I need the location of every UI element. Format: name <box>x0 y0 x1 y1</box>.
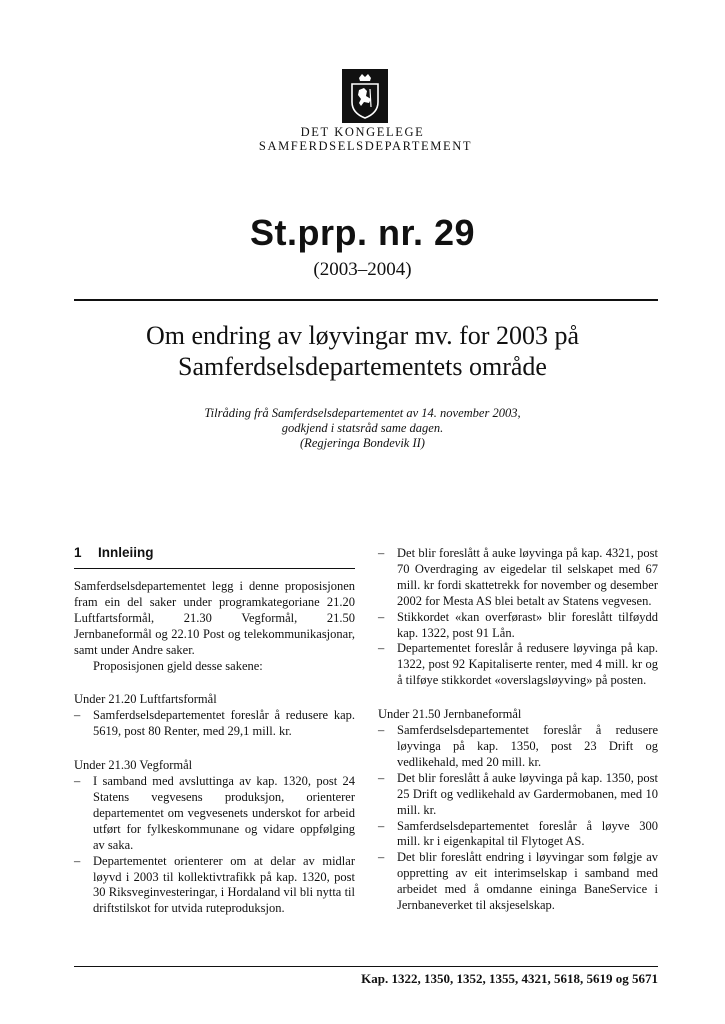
list-item: – Det blir foreslått å auke løyvinga på kap. 4321, post 70 Overdraging av eigedelar til selskapet med 67 mill. kr fordi skattetrekk for november og desember 2002 for Mesta AS blei betalt av Statens vegvesen. <box>378 546 658 608</box>
section-number: 1 <box>74 545 82 560</box>
document-subject <box>0 320 725 382</box>
recommendation-line-2: godkjend i statsråd same dagen. <box>281 421 444 435</box>
section-title: Innleiing <box>98 545 154 560</box>
veg-heading: Under 21.30 Vegformål <box>74 758 193 773</box>
list-item-text: Samferdselsdepartementet foreslår å redusere kap. 5619, post 80 Renter, med 29,1 mill. kr. <box>93 708 355 739</box>
list-item: – Samferdselsdepartementet foreslår å redusere kap. 5619, post 80 Renter, med 29,1 mill. kr. <box>74 708 355 739</box>
list-item-text: Det blir foreslått å auke løyvinga på kap. 4321, post 70 Overdraging av eigedelar til selskapet med 67 mill. kr fordi skattetrekk for november og desember 2002 for Mesta AS blei betalt av Statens vegvesen. <box>397 546 658 608</box>
session-years: (2003–2004) <box>313 259 412 280</box>
chapter-list-footer: Kap. 1322, 1350, 1352, 1355, 4321, 5618, 5619 og 5671 <box>361 971 658 986</box>
list-item-text: Departementet orienterer om at delar av midlar løyvd i 2003 til kollektivtrafikk på kap. 1320, post 30 Riksveginvesteringar, i Hordaland vil bli nytta til driftstilskot for utvida ruteproduksjon. <box>93 853 355 916</box>
footer-divider <box>74 966 658 967</box>
list-item: – Det blir foreslått endring i løyvingar som følgje av oppretting av eit interimselskap i samband med arbeidet med å omdanne eininga BaneService i Jernbaneverket til aksjeselskap. <box>378 850 658 913</box>
list-item-text: Samferdselsdepartementet foreslår å redusere løyvinga på kap. 1350, post 23 Drift og vedlikehald, med 20 mill. kr. <box>397 723 658 769</box>
jernbane-heading: Under 21.50 Jernbaneformål <box>378 707 522 722</box>
recommendation-line-3: (Regjeringa Bondevik II) <box>300 436 425 450</box>
subject-line-2: Samferdselsdepartementets område <box>178 352 547 381</box>
department-name-line2: SAMFERDSELSDEPARTEMENT <box>258 139 473 153</box>
list-item-text: Samferdselsdepartementet foreslår å løyve 300 mill. kr i eigenkapital til Flytoget AS. <box>397 818 658 849</box>
list-item: – Samferdselsdepartementet foreslår å redusere løyvinga på kap. 1350, post 23 Drift og vedlikehald, med 20 mill. kr. <box>378 723 658 769</box>
list-item-text: I samband med avsluttinga av kap. 1320, post 24 Statens vegvesens produksjon, orienterer departementet om vegvesenets underskot for arbeid utført for fylkeskommunane og vidare oppfølging av saka. <box>93 774 355 852</box>
list-item-text: Stikkordet «kan overførast» blir foreslått tilføydd kap. 1322, post 91 Lån. <box>397 609 658 640</box>
section-heading <box>74 544 355 562</box>
recommendation-line-1: Tilråding frå Samferdselsdepartementet av 14. november 2003, <box>204 406 521 420</box>
list-item: – Samferdselsdepartementet foreslår å løyve 300 mill. kr i eigenkapital til Flytoget AS. <box>378 818 658 849</box>
subject-line-1: Om endring av løyvingar mv. for 2003 på <box>146 321 579 350</box>
list-item-text: Det blir foreslått endring i løyvingar som følgje av oppretting av eit interimselskap i samband med arbeidet med å omdanne eininga BaneService i Jernbaneverket til aksjeselskap. <box>397 850 658 913</box>
list-item-text: Departementet foreslår å redusere løyvinga på kap. 1322, post 92 Kapitaliserte renter, med 4 mill. kr og å tilføye stikkordet «overslagsløyving» på posten. <box>397 641 658 688</box>
list-item: – Stikkordet «kan overførast» blir foreslått tilføydd kap. 1322, post 91 Lån. <box>378 609 658 640</box>
document-title: St.prp. nr. 29 <box>249 212 476 253</box>
department-name-line1: DET KONGELEGE <box>300 125 425 139</box>
section-divider <box>74 568 355 569</box>
intro-paragraph-2: Proposisjonen gjeld desse sakene: <box>93 658 263 673</box>
left-column <box>74 544 355 917</box>
intro-paragraph: Samferdselsdepartementet legg i denne proposisjonen fram ein del saker under programkategoriane 21.20 Luftfartsformål, 21.30 Vegformål, 21.50 Jernbaneformål og 22.10 Post og telekommunikasjonar, samt under Andre saker. <box>74 579 355 657</box>
right-column <box>378 546 658 914</box>
list-item-text: Det blir foreslått å auke løyvinga på kap. 1350, post 25 Drift og vedlikehald av Gardermobanen, med 10 mill. kr. <box>397 770 658 817</box>
title-divider <box>74 299 658 301</box>
luftfart-heading: Under 21.20 Luftfartsformål <box>74 692 217 707</box>
list-item: – Departementet orienterer om at delar av midlar løyvd i 2003 til kollektivtrafikk på kap. 1320, post 30 Riksveginvesteringar, i Hordaland vil bli nytta til driftstilskot for utvida ruteproduksjon. <box>74 853 355 916</box>
list-item: – I samband med avsluttinga av kap. 1320, post 24 Statens vegvesens produksjon, orienterer departementet om vegvesenets underskot for arbeid utført for fylkeskommunane og vidare oppfølging av saka. <box>74 774 355 852</box>
royal-coat-of-arms-icon <box>342 69 388 123</box>
list-item: – Departementet foreslår å redusere løyvinga på kap. 1322, post 92 Kapitaliserte renter, med 4 mill. kr og å tilføye stikkordet «overslagsløyving» på posten. <box>378 641 658 688</box>
list-item: – Det blir foreslått å auke løyvinga på kap. 1350, post 25 Drift og vedlikehald av Gardermobanen, med 10 mill. kr. <box>378 770 658 817</box>
recommendation-note <box>0 406 725 451</box>
